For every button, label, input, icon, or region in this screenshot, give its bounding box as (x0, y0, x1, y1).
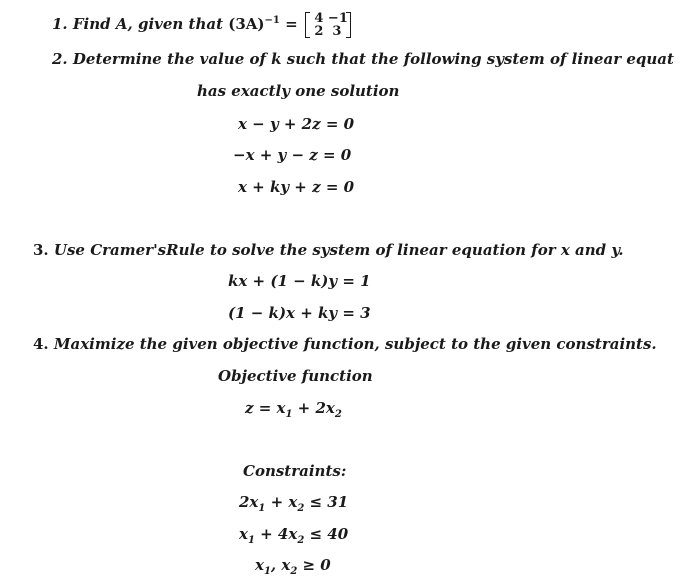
question-3-equation-1: kx + (1 − k)y = 1 (228, 272, 371, 290)
question-4-text: Maximize the given objective function, subject to the given constraints. (53, 335, 657, 353)
question-1 (52, 11, 351, 38)
constraint-3: $x_1$, $x_2 \ge 0$ (255, 556, 331, 577)
question-3 (33, 240, 624, 260)
question-1-expression: $(3A)^{-1}$ = (228, 15, 298, 33)
question-4 (33, 334, 657, 354)
constraints-label: Constraints: (243, 462, 347, 480)
question-3-equation-2: (1 − k)x + ky = 3 (228, 304, 371, 322)
question-4-number: 4. (33, 335, 49, 353)
question-3-number: 3. (33, 241, 49, 259)
objective-function: $z = x_1 + 2x_2$ (245, 399, 342, 420)
objective-function-label: Objective function (218, 367, 373, 385)
question-1-text: Find A, given that (72, 15, 224, 33)
question-2 (52, 49, 674, 69)
question-1-matrix: 4 −1 2 3 (305, 12, 351, 38)
question-1-number: 1. (52, 15, 68, 33)
question-2-subtext: has exactly one solution (197, 82, 400, 100)
constraint-2: $x_1 + 4x_2 \le 40$ (239, 525, 349, 546)
question-2-equation-2: −x + y − z = 0 (233, 146, 352, 164)
question-2-text: Determine the value of k such that the following system of linear equat (72, 50, 674, 68)
question-2-equation-3: x + ky + z = 0 (238, 178, 355, 196)
question-2-equation-1: x − y + 2z = 0 (238, 115, 355, 133)
constraint-1: $2x_1 + x_2 \le 31$ (239, 493, 349, 514)
question-2-number: 2. (52, 50, 68, 68)
question-3-text: Use Cramer'sRule to solve the system of linear equation for x and y. (53, 241, 624, 259)
